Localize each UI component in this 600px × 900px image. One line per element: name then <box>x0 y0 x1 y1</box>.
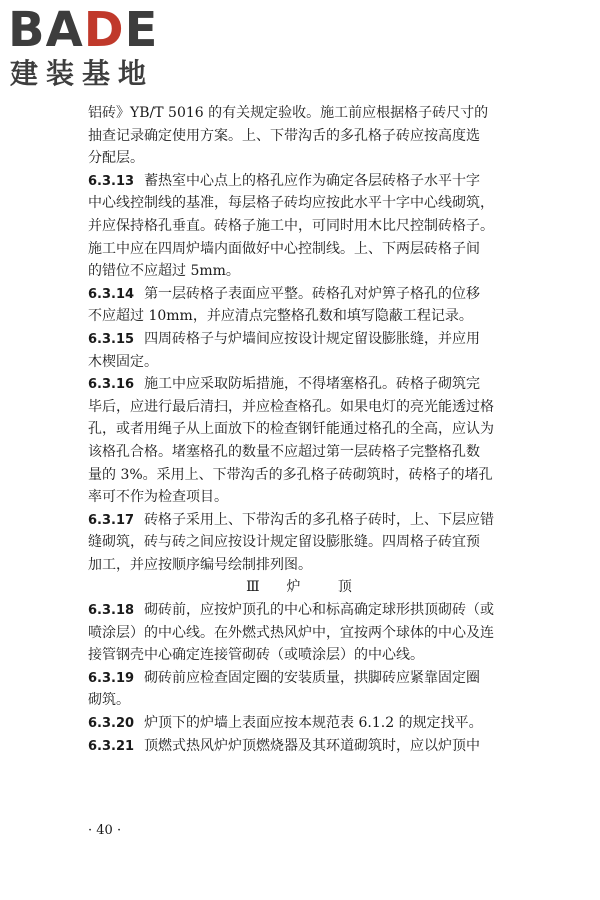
text-line <box>88 418 516 441</box>
text-line <box>88 464 516 487</box>
text-line <box>88 305 516 328</box>
line-text: 的错位不应超过 5mm。 <box>88 263 240 280</box>
text-line <box>88 215 516 238</box>
line-text: 并应保持格孔垂直。砖格子施工中，可同时用木比尺控制砖格子。 <box>88 217 494 234</box>
text-line <box>88 599 516 622</box>
clause-number: 6.3.17 <box>88 512 135 528</box>
line-text: 第一层砖格子表面应平整。砖格孔对炉箅子格孔的位移 <box>144 285 481 302</box>
text-line <box>88 509 516 532</box>
line-text: 施工中应采取防垢措施，不得堵塞格孔。砖格子砌筑完 <box>144 376 481 393</box>
clause-number: 6.3.20 <box>88 716 135 732</box>
line-text: 毕后，应进行最后清扫，并应检查格孔。如果电灯的亮光能透过格 <box>88 398 494 415</box>
clause-number: 6.3.21 <box>88 738 135 754</box>
text-line <box>88 260 516 283</box>
line-text: 不应超过 10mm，并应清点完整格孔数和填写隐蔽工程记录。 <box>88 308 473 325</box>
line-text: 量的 3%。采用上、下带沟舌的多孔格子砖砌筑时，砖格子的堵孔 <box>88 466 493 483</box>
line-text: 四周砖格子与炉墙间应按设计规定留设膨胀缝，并应用 <box>144 330 481 347</box>
logo <box>8 4 178 94</box>
text-line <box>88 712 516 735</box>
line-text: 炉顶下的炉墙上表面应按本规范表 6.1.2 的规定找平。 <box>144 715 483 732</box>
line-text: 中心线控制线的基准，每层格子砖均应按此水平十字中心线砌筑， <box>88 195 494 212</box>
text-line <box>88 351 516 374</box>
text-line <box>88 192 516 215</box>
section-heading: Ⅲ 炉 顶 <box>246 579 358 596</box>
line-text: 缝砌筑，砖与砖之间应按设计规定留设膨胀缝。四周格子砖宜预 <box>88 534 480 551</box>
text-line <box>88 396 516 419</box>
line-text: 顶燃式热风炉炉顶燃烧器及其环道砌筑时，应以炉顶中 <box>144 737 481 754</box>
clause-number: 6.3.16 <box>88 377 135 393</box>
text-line <box>88 667 516 690</box>
line-text: 砌筑。 <box>88 692 130 709</box>
text-line <box>88 102 516 125</box>
logo-brand-part1: BA <box>8 2 84 58</box>
text-line <box>88 125 516 148</box>
clause-number: 6.3.15 <box>88 331 135 347</box>
text-block-2 <box>88 599 516 757</box>
line-text: 砌砖前，应按炉顶孔的中心和标高确定球形拱顶砌砖（或 <box>144 602 495 619</box>
text-line <box>88 238 516 261</box>
text-line <box>88 283 516 306</box>
line-text: 铝砖》YB/T 5016 的有关规定验收。施工前应根据格子砖尺寸的 <box>88 105 489 121</box>
text-line <box>88 735 516 758</box>
line-text: 分配层。 <box>88 150 144 167</box>
text-line <box>88 441 516 464</box>
line-text: 抽查记录确定使用方案。上、下带沟舌的多孔格子砖应按高度选 <box>88 127 480 144</box>
logo-brand <box>8 4 158 56</box>
line-text: 砌砖前应检查固定圈的安装质量，拱脚砖应紧靠固定圈 <box>144 669 481 686</box>
text-block-1 <box>88 102 516 576</box>
logo-subtitle: 建装基地 <box>10 57 155 90</box>
line-text: 该格孔合格。堵塞格孔的数量不应超过第一层砖格子完整格孔数 <box>88 443 480 460</box>
line-text: 加工，并应按顺序编号绘制排列图。 <box>88 556 312 573</box>
text-line <box>88 147 516 170</box>
clause-number: 6.3.13 <box>88 173 135 189</box>
line-text: 率可不作为检查项目。 <box>88 489 228 506</box>
text-line <box>88 554 516 577</box>
line-text: 蓄热室中心点上的格孔应作为确定各层砖格子水平十字 <box>144 172 481 189</box>
text-line <box>88 486 516 509</box>
text-line <box>88 170 516 193</box>
line-text: 木楔固定。 <box>88 353 158 370</box>
document-body <box>88 102 516 757</box>
text-line <box>88 531 516 554</box>
text-line <box>88 644 516 667</box>
logo-brand-part2: E <box>124 2 159 58</box>
clause-number: 6.3.19 <box>88 670 135 686</box>
text-line <box>88 689 516 712</box>
line-text: 接管钢壳中心确定连接管砌砖（或喷涂层）的中心线。 <box>88 647 424 664</box>
clause-number: 6.3.18 <box>88 603 135 619</box>
line-text: 孔，或者用绳子从上面放下的检查钢钎能通过格孔的全高，应认为 <box>88 421 494 438</box>
clause-number: 6.3.14 <box>88 286 135 302</box>
line-text: 喷涂层）的中心线。在外燃式热风炉中，宜按两个球体的中心及连 <box>88 624 494 641</box>
page-number: · 40 · <box>88 823 122 838</box>
line-text: 砖格子采用上、下带沟舌的多孔格子砖时，上、下层应错 <box>144 511 495 528</box>
line-text: 施工中应在四周炉墙内面做好中心控制线。上、下两层砖格子间 <box>88 240 480 257</box>
text-line <box>88 622 516 645</box>
text-line <box>88 373 516 396</box>
text-line <box>88 328 516 351</box>
logo-brand-accent: D <box>83 2 125 58</box>
